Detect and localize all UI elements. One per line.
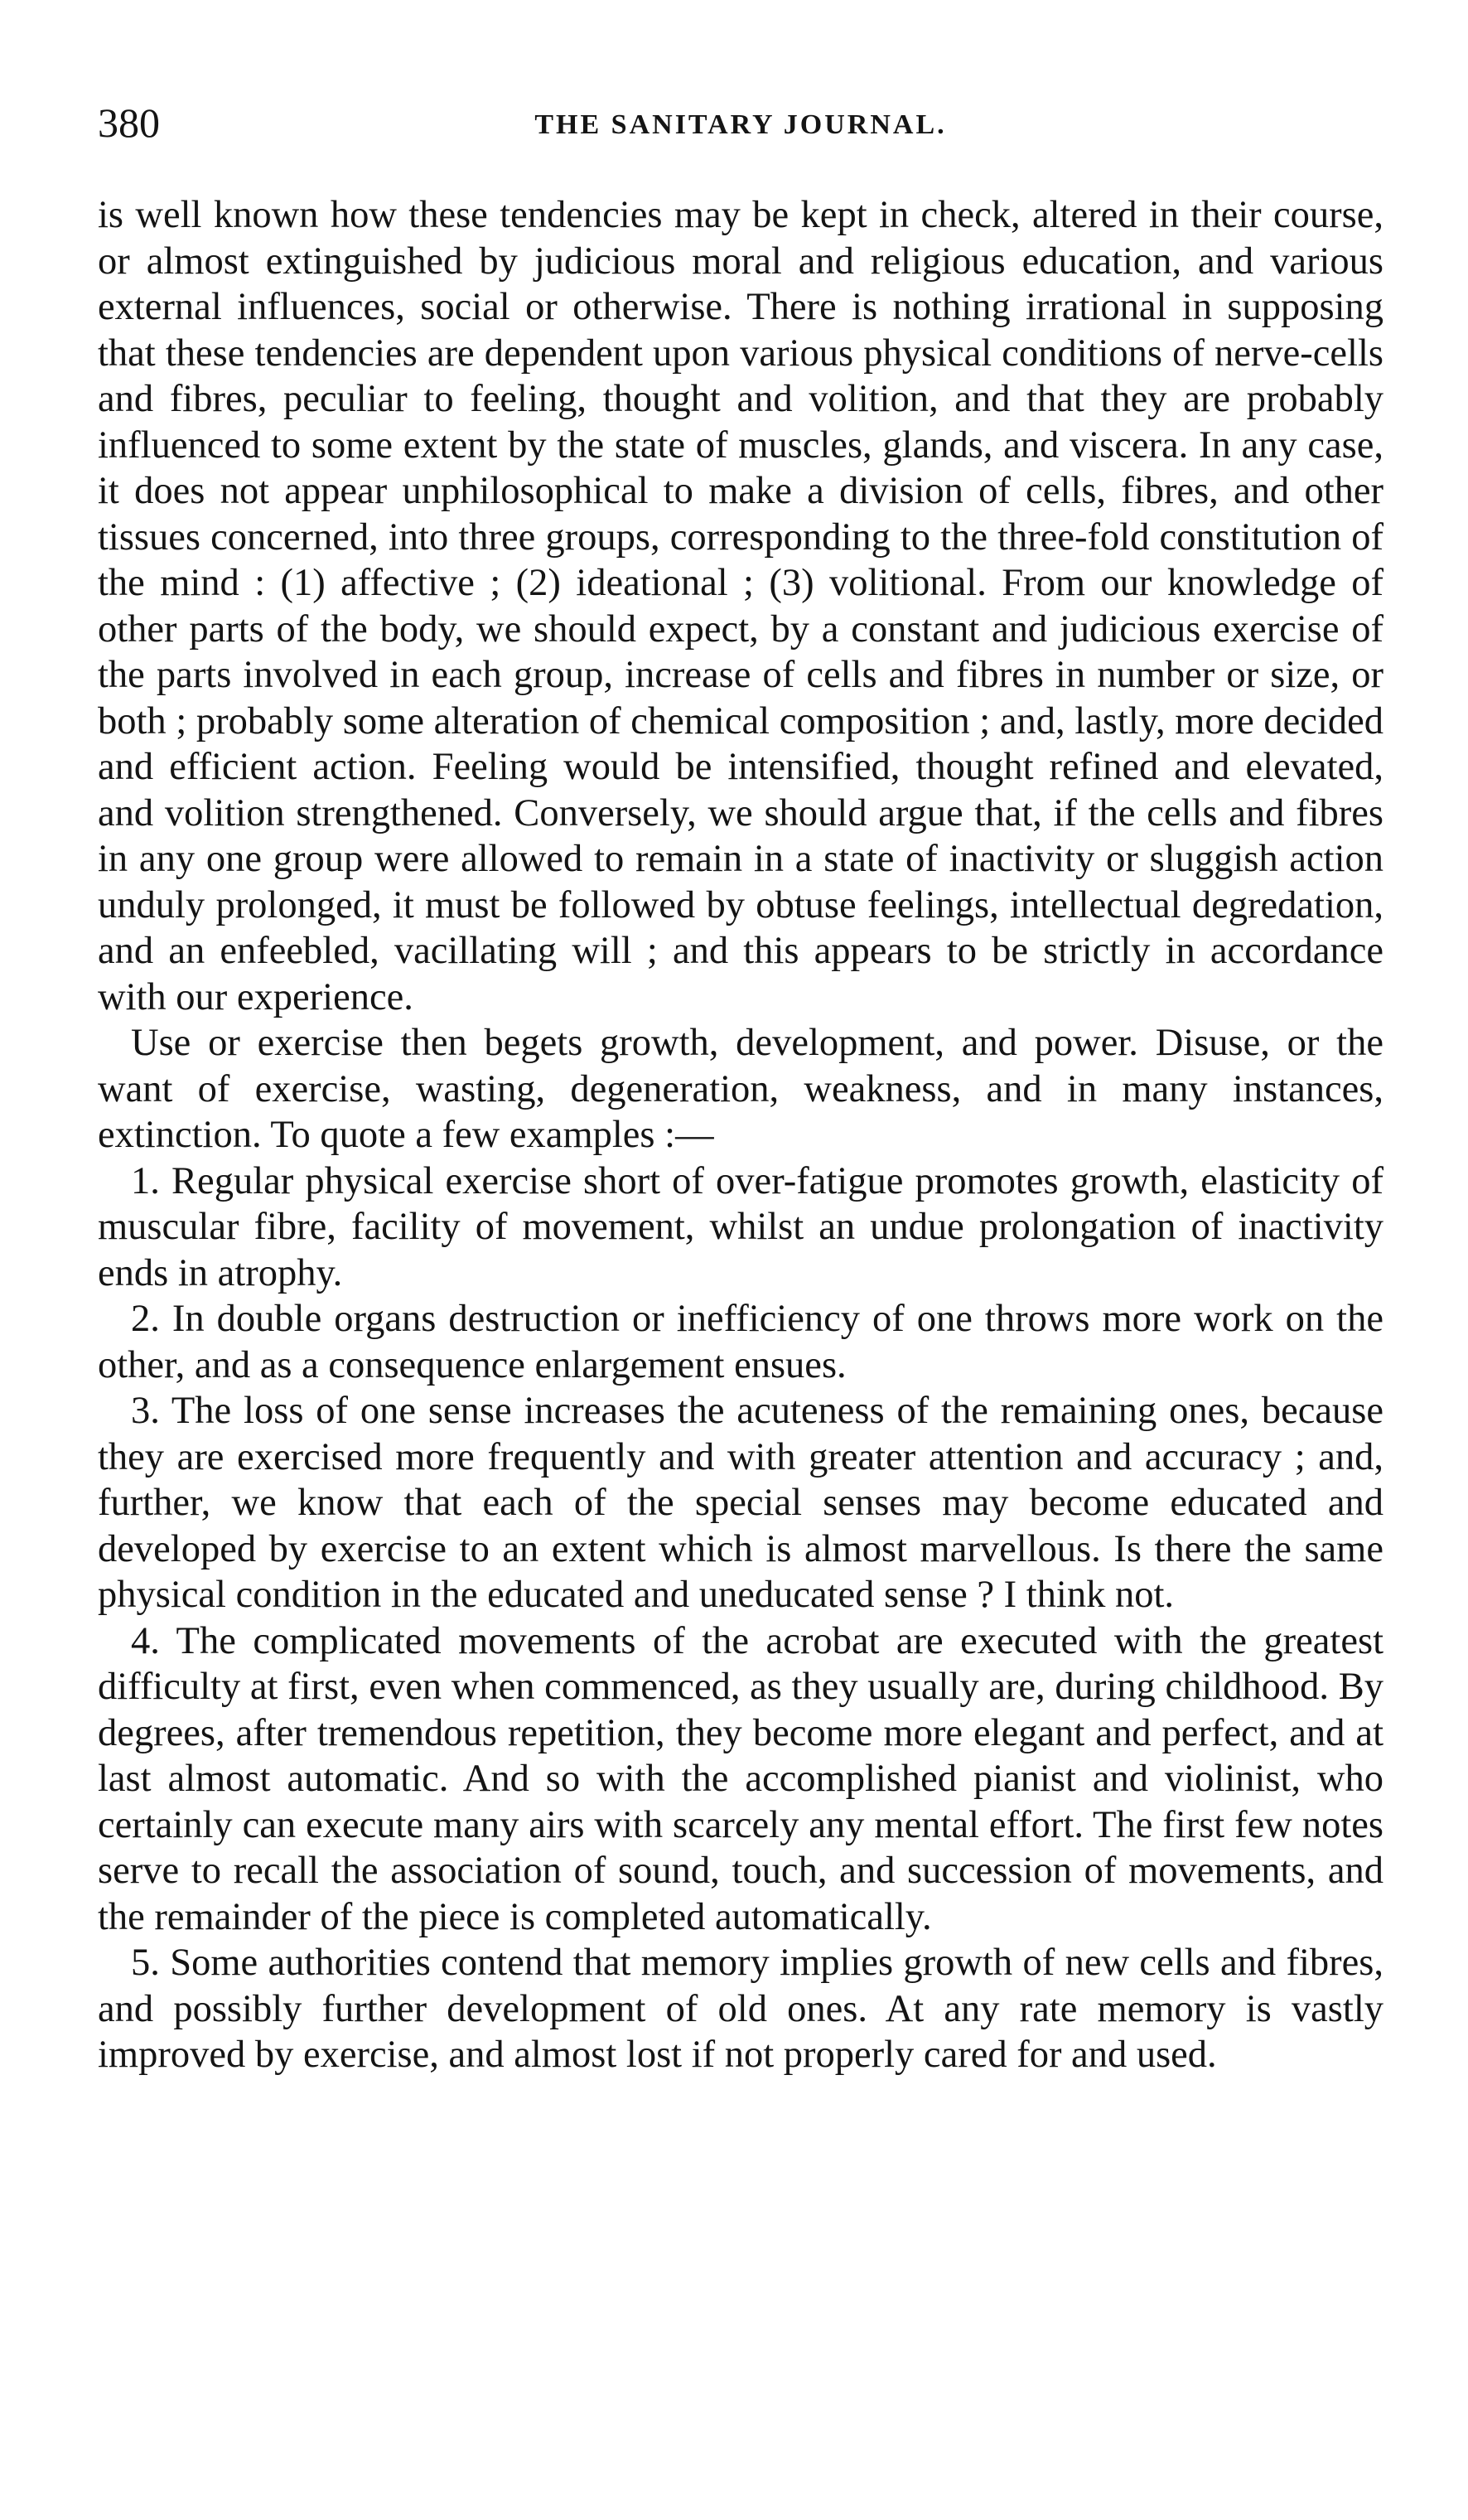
numbered-example-4: 4. The complicated movements of the acrobat are executed with the greatest difficulty at first, even when commenced, as they usually are, during childhood. By degrees, after tremendous repetition, they become more elegant and perfect, and at last almost automatic. And so with the accomplished pianist and violinist, who certainly can execute many airs with scarcely any mental effort. The first few notes serve to recall the association of sound, touch, and succession of movements, and the remainder of the piece is completed automatically. [98,1619,1383,1938]
numbered-example-3: 3. The loss of one sense increases the acuteness of the remaining ones, because they are exercised more frequently and with greater attention and accuracy ; and, further, we know that each of the special senses may become educated and developed by exercise to an extent which is almost marvellous. Is there the same physical condition in the educated and uneducated sense ? I think not. [98,1390,1383,1616]
numbered-example-1: 1. Regular physical exercise short of over-fatigue promotes growth, elasticity of muscular fibre, facility of movement, whilst an undue prolongation of inactivity ends in atrophy. [98,1159,1383,1294]
paragraph-use-or-exercise: Use or exercise then begets growth, development, and power. Disuse, or the want of exercise, wasting, degeneration, weakness, and in many instances, extinction. To quote a few examples :— [98,1022,1383,1156]
numbered-example-5: 5. Some authorities contend that memory implies growth of new cells and fibres, and possibly further development of old ones. At any rate memory is vastly improved by exercise, and almost lost if not properly cared for and used. [98,1942,1383,2076]
running-title: THE SANITARY JOURNAL. [534,109,947,140]
body-text [98,192,1383,2078]
page-header [98,89,1383,156]
page-number: 380 [98,99,160,146]
numbered-example-2: 2. In double organs destruction or inefficiency of one throws more work on the other, and as a consequence enlargement ensues. [98,1298,1383,1386]
paragraph-continuation: is well known how these tendencies may be kept in check, altered in their course, or almost extinguished by judicious moral and religious education, and various external influences, social or otherwise. There is nothing irrational in supposing that these tendencies are dependent upon various physical conditions of nerve-cells and fibres, peculiar to feeling, thought and volition, and that they are probably influenced to some extent by the state of muscles, glands, and viscera. In any case, it does not appear unphilosophical to make a division of cells, fibres, and other tissues concerned, into three groups, corresponding to the three-fold constitution of the mind : (1) affective ; (2) ideational ; (3) volitional. From our knowledge of other parts of the body, we should expect, by a constant and judicious exercise of the parts involved in each group, increase of cells and fibres in number or size, or both ; probably some alteration of chemical composition ; and, lastly, more decided and efficient action. Feeling would be intensified, thought refined and elevated, and volition strengthened. Conversely, we should argue that, if the cells and fibres in any one group were allowed to remain in a state of inactivity or sluggish action unduly prolonged, it must be followed by obtuse feelings, intellectual degredation, and an enfeebled, vacillating will ; and this appears to be strictly in accordance with our experience. [98,194,1383,1018]
